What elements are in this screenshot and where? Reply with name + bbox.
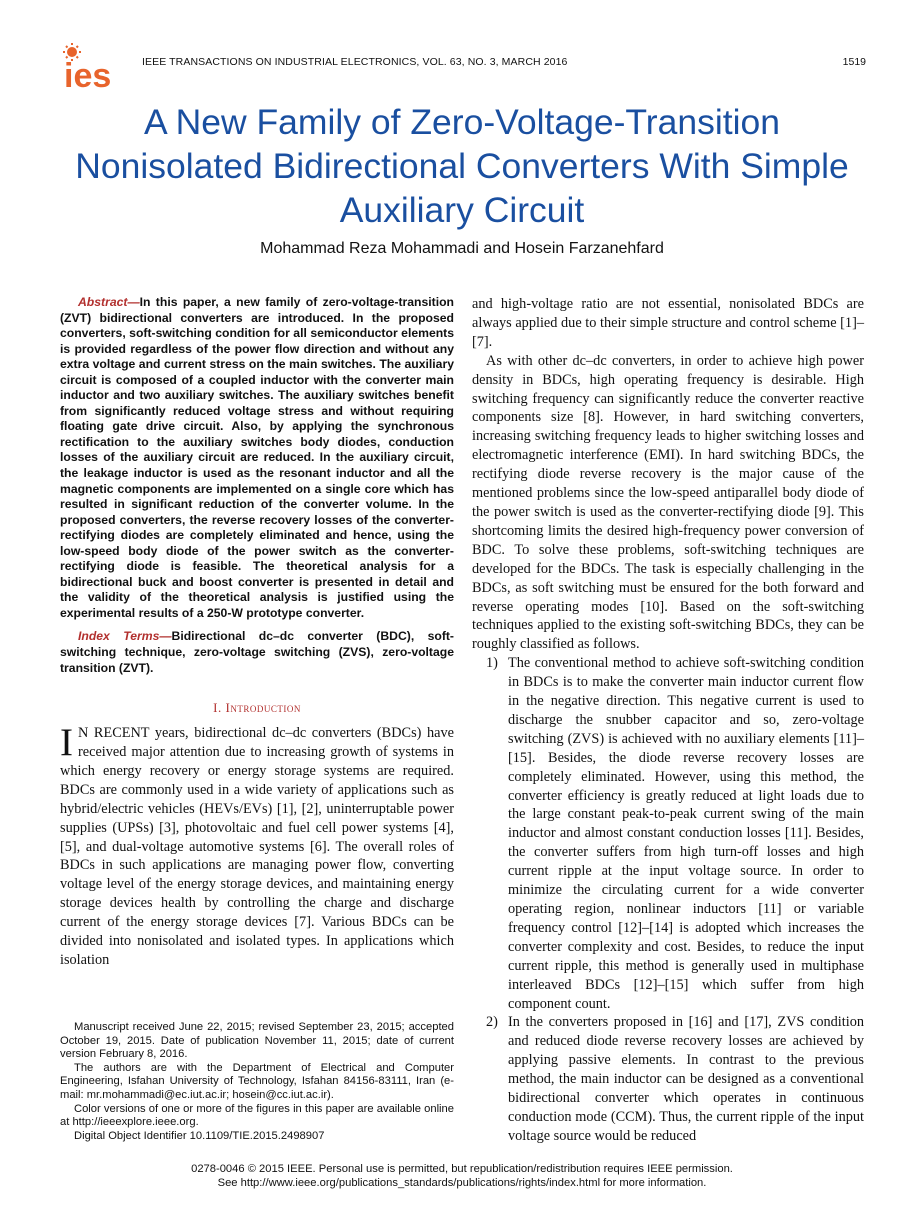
continuation-paragraph: and high-voltage ratio are not essential, nonisolated BDCs are always applied due to their simple structure and control scheme [1]–[7]. bbox=[472, 296, 864, 350]
intro-paragraph bbox=[60, 721, 454, 970]
page-number: 1519 bbox=[842, 56, 866, 68]
left-column bbox=[60, 295, 454, 970]
footnote-doi: Digital Object Identifier 10.1109/TIE.2015.2498907 bbox=[74, 1129, 325, 1142]
index-terms-text: Bidirectional dc–dc converter (BDC), soft-switching technique, zero-voltage switching (ZVS), zero-voltage transition (ZVT). bbox=[60, 629, 454, 675]
drop-cap: I bbox=[60, 721, 73, 765]
intro-text: N RECENT years, bidirectional dc–dc converters (BDCs) have received major attention due to increasing growth of systems in which energy recovery or energy storage systems are required. BDCs are commonly used in a wide variety of applications such as hybrid/electric vehicles (HEVs/EVs) [1], [2], uninterruptable power supplies (UPSs) [3], photovoltaic and fuel cell power systems [4], [5], and dual-voltage automotive systems [6]. The overall roles of BDCs in such applications are managing power flow, converting voltage level of the energy storage devices, and maintaining energy storage devices health by controlling the charge and discharge current of the energy storage devices [7]. Various BDCs can be divided into nonisolated and isolated types. In applications which isolation bbox=[60, 725, 454, 968]
index-terms bbox=[60, 629, 454, 676]
logo-lettering: ies bbox=[64, 57, 112, 92]
section-heading bbox=[60, 700, 454, 716]
list-item-text: The conventional method to achieve soft-switching condition in BDCs is to make the converter main inductor current flow in the negative direction. This negative current is used to discharge the snubber capacitor and so, zero-voltage switching (ZVS) is achieved with no auxiliary elements [11]–[15]. Besides, the diode reverse recovery losses are completely eliminated. However, using this method, the converter efficiency is greatly reduced at light loads due to the large constant peak-to-peak current swing of the main inductor and almost constant conduction losses [11]. Besides, the converter suffers from high turn-off losses and high current ripple at the input voltage source. In order to minimize the circulating current for a wide converter operating region, nonlinear inductors [11] or variable frequency control [12]–[14] is adopted which increases the converter complexity and cost. Besides, to reduce the input current ripple, this method is generally used in multiphase interleaved BDCs [12]–[15] which suffer from high component count. bbox=[508, 655, 864, 1012]
abstract bbox=[60, 295, 454, 621]
abstract-text: In this paper, a new family of zero-voltage-transition (ZVT) bidirectional converters are introduced. In the proposed converters, soft-switching condition for all semiconductor elements is provided regardless of the power flow direction and without any extra voltage and current stress on the main switches. The auxiliary circuit is composed of a coupled inductor with the converter main inductor and two auxiliary switches. The auxiliary switches benefit from significantly reduced voltage stress and without requiring floating gate drive circuit. Also, by applying the synchronous rectification to the auxiliary switches body diodes, conduction losses of the auxiliary circuit are reduced. In the auxiliary circuit, the leakage inductor is used as the resonant inductor and all the magnetic components are implemented on a single core which has resulted in significant reduction of the converter volume. In the proposed converters, the reverse recovery losses of the converter-rectifying diodes are completely eliminated and hence, using the low-speed body diode of the power switch as the converter-rectifying diode is feasible. The theoretical analysis for a bidirectional buck and boost converter is presented in detail and the validity of the theoretical analysis is justified using the experimental results of a 250-W prototype converter. bbox=[60, 295, 454, 620]
list-item bbox=[472, 654, 864, 1013]
section-number: I. bbox=[213, 700, 222, 716]
list-item-text: In the converters proposed in [16] and [17], ZVS condition and reduced diode reverse recovery losses are achieved by applying passive elements. In contrast to the previous method, the main inductor can be designed as a conventional bidirectional converter which operates in continuous conduction mode (CCM). Thus, the current ripple of the input voltage source would be reduced bbox=[508, 1014, 864, 1144]
index-terms-label: Index Terms— bbox=[78, 629, 172, 644]
list-item-number: 2) bbox=[486, 1014, 498, 1031]
section-title: Introduction bbox=[225, 700, 301, 716]
footnote-affiliation: The authors are with the Department of Electrical and Computer Engineering, Isfahan University of Technology, Isfahan 84156-83111, Iran (e-mail: mr.mohammadi@ec.iut.ac.ir; hosein@cc.iut.ac.ir). bbox=[60, 1061, 454, 1101]
list-item-number: 1) bbox=[486, 655, 498, 672]
copyright-notice bbox=[60, 1162, 864, 1190]
journal-header: IEEE TRANSACTIONS ON INDUSTRIAL ELECTRONICS, VOL. 63, NO. 3, MARCH 2016 bbox=[142, 56, 568, 68]
copyright-line-2: See http://www.ieee.org/publications_standards/publications/rights/index.html for more information. bbox=[217, 1177, 707, 1189]
abstract-label: Abstract— bbox=[78, 295, 140, 309]
footnote-manuscript: Manuscript received June 22, 2015; revised September 23, 2015; accepted October 19, 2015. Date of publication November 11, 2015; date of current version February 8, 2016. bbox=[60, 1021, 454, 1061]
list-item bbox=[472, 1013, 864, 1145]
right-column bbox=[472, 295, 864, 1146]
copyright-line-1: 0278-0046 © 2015 IEEE. Personal use is permitted, but republication/redistribution requires IEEE permission. bbox=[191, 1163, 733, 1175]
footnotes bbox=[60, 1021, 454, 1143]
authors: Mohammad Reza Mohammadi and Hosein Farzanehfard bbox=[260, 240, 664, 257]
footnote-color: Color versions of one or more of the figures in this paper are available online at http://ieeexplore.ieee.org. bbox=[60, 1102, 454, 1129]
paper-title: A New Family of Zero-Voltage-Transition Nonisolated Bidirectional Converters With Simple Auxiliary Circuit bbox=[75, 102, 849, 230]
ies-logo bbox=[58, 42, 130, 92]
paragraph-soft-switching: As with other dc–dc converters, in order to achieve high power density in BDCs, high operating frequency is desirable. High switching frequency can significantly reduce the converter reactive components size [8]. However, in hard switching converters, increasing switching frequency leads to higher switching losses and electromagnetic interference (EMI). In hard switching BDCs, the rectifying diode reverse recovery is the major cause of the mentioned problems since the low-speed antiparallel body diode of the power switch is used as the converter-rectifying diode [9]. This shortcoming limits the desired high-frequency power conversion of BDC. To solve these problems, soft-switching techniques are developed for the BDCs. The task is especially challenging in the BDCs, as soft switching must be ensured for the both forward and reverse operating modes [10]. Based on the soft-switching techniques applied to the existing soft-switching BDCs, they can be roughly classified as follows. bbox=[472, 352, 864, 653]
